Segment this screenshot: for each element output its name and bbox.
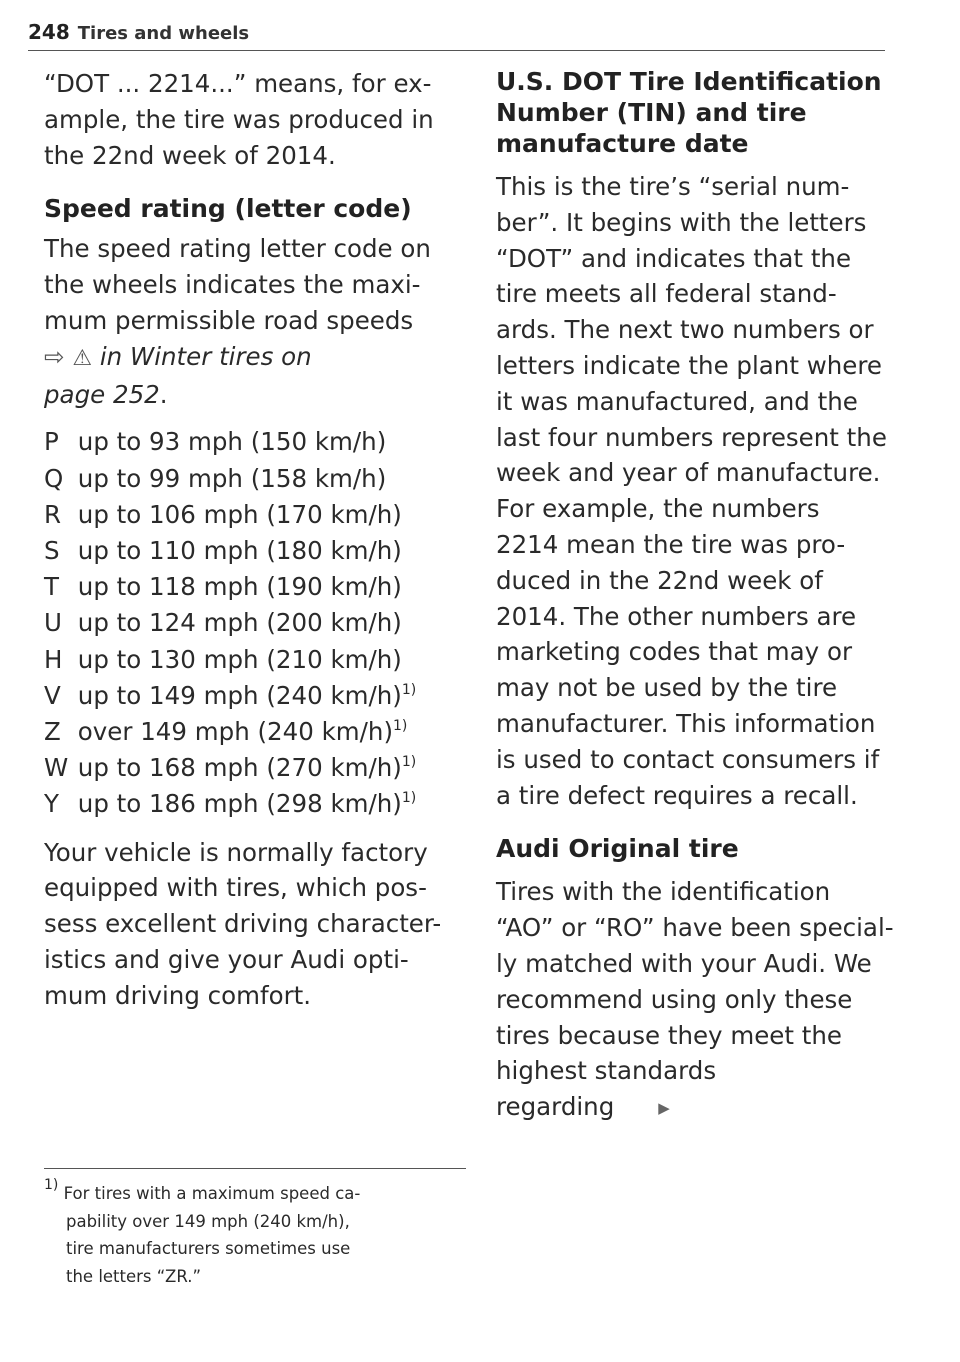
page-number: 248 — [28, 20, 70, 44]
speed-rating-row — [44, 461, 474, 497]
footnote-line: $^{1)}$ For tires with a maximum speed ca- — [44, 1177, 361, 1203]
speed-code: T — [44, 572, 59, 602]
page-header — [28, 20, 885, 51]
cross-reference-link[interactable]: in Winter tires on — [92, 341, 312, 371]
speed-code: P — [44, 427, 59, 457]
continue-arrow-icon: ▶ — [658, 1099, 670, 1118]
speed-code: Y — [44, 789, 59, 819]
footnote-ref: 1) — [401, 790, 417, 807]
speed-value: up to 110 mph (180 km/h) — [77, 535, 402, 565]
speed-value: up to 118 mph (190 km/h) — [77, 572, 402, 602]
section-title: Tires and wheels — [77, 23, 250, 44]
tin-paragraph — [496, 169, 896, 813]
text-line: duced in the 22nd week of — [496, 565, 823, 595]
text-line: it was manufactured, and the — [496, 386, 858, 416]
footnote-marker: 1) — [44, 1177, 59, 1193]
footnote-ref: 1) — [401, 681, 417, 698]
footnote-line: tire manufacturers sometimes use — [66, 1239, 351, 1258]
text-line: 2214 mean the tire was pro- — [496, 529, 846, 559]
text-line: recommend using only these — [496, 984, 853, 1014]
speed-value: up to 149 mph (240 km/h) — [77, 680, 402, 710]
text-line: “AO” or “RO” have been special- — [496, 913, 894, 943]
text-line: last four numbers represent the — [496, 422, 887, 452]
right-column — [496, 66, 896, 1127]
speed-rating-list — [44, 424, 474, 822]
text-line: week and year of manufacture. — [496, 458, 881, 488]
footnote-ref: 1) — [393, 718, 408, 734]
speed-value: up to 124 mph (200 km/h) — [77, 608, 402, 638]
speed-rating-intro: The speed rating letter code on the wheels indicates the maxi- mum permissible road speeds ⇨ ⚠ in Winter tires on page 252. — [44, 234, 431, 409]
speed-rating-row — [44, 569, 474, 605]
speed-value: up to 186 mph (298 km/h) — [77, 789, 402, 819]
warning-triangle-icon: ⚠ — [72, 345, 93, 371]
speed-rating-row — [44, 497, 474, 533]
text-line: ample, the tire was produced in — [44, 104, 434, 134]
speed-rating-row — [44, 750, 474, 786]
text-line: sess excellent driving character- — [44, 909, 442, 939]
text-line: the 22nd week of 2014. — [44, 140, 336, 170]
text-line: For example, the numbers — [496, 494, 820, 524]
footnote — [44, 1177, 464, 1290]
speed-value: up to 106 mph (170 km/h) — [77, 499, 402, 529]
text-line: the wheels indicates the maxi- — [44, 270, 421, 300]
text-line: mum driving comfort. — [44, 980, 312, 1010]
text-line: ber”. It begins with the letters — [496, 207, 867, 237]
factory-tires-paragraph — [44, 835, 474, 1014]
speed-rating-row — [44, 605, 474, 641]
speed-rating-row — [44, 714, 474, 750]
text-line: ards. The next two numbers or — [496, 315, 874, 345]
text-line: is used to contact consumers if — [496, 744, 880, 774]
speed-code: U — [44, 608, 62, 638]
cross-reference-page[interactable]: page 252 — [44, 379, 160, 409]
speed-code: R — [44, 499, 62, 529]
text-line: Your vehicle is normally factory — [44, 837, 428, 867]
audi-original-heading: Audi Original tire — [496, 834, 739, 864]
speed-code: W — [44, 753, 69, 783]
text-line: letters indicate the plant where — [496, 350, 882, 380]
speed-value: up to 93 mph (150 km/h) — [77, 427, 387, 457]
text-line: Tires with the identification — [496, 877, 831, 907]
speed-code: Z — [44, 717, 61, 746]
text-line: tires because they meet the — [496, 1020, 842, 1050]
footnote-line: the letters “ZR.” — [66, 1266, 202, 1286]
text-line: tire meets all federal stand- — [496, 279, 837, 309]
speed-value: up to 168 mph (270 km/h) — [77, 753, 402, 783]
footnote-divider — [44, 1168, 466, 1169]
text-line: ly matched with your Audi. We — [496, 948, 872, 978]
text-line: may not be used by the tire — [496, 673, 838, 703]
speed-code: S — [44, 535, 60, 565]
tin-heading: U.S. DOT Tire Identification Number (TIN) and tire manufacture date — [496, 67, 882, 158]
speed-value: up to 99 mph (158 km/h) — [77, 463, 387, 493]
speed-rating-row — [44, 678, 474, 714]
speed-value: over 149 mph (240 km/h) — [77, 717, 394, 746]
text-line: marketing codes that may or — [496, 637, 853, 667]
speed-code: H — [44, 644, 63, 674]
text-line: 2014. The other numbers are — [496, 601, 857, 631]
speed-rating-row — [44, 424, 474, 460]
left-column — [44, 66, 474, 1014]
intro-paragraph — [44, 66, 474, 173]
speed-rating-row — [44, 786, 474, 822]
text-line: “DOT” and indicates that the — [496, 243, 852, 273]
text-line: equipped with tires, which pos- — [44, 873, 427, 903]
text-line: a tire defect requires a recall. — [496, 780, 858, 810]
text-line: The speed rating letter code on — [44, 234, 431, 264]
speed-code: V — [44, 680, 61, 710]
speed-rating-row — [44, 642, 474, 678]
cross-reference-arrow-icon: ⇨ — [44, 341, 65, 371]
audi-original-paragraph — [496, 874, 896, 1127]
footnote-line: pability over 149 mph (240 km/h), — [66, 1211, 350, 1231]
speed-value: up to 130 mph (210 km/h) — [77, 644, 402, 674]
speed-code: Q — [44, 463, 64, 493]
text-line: highest standards regarding — [496, 1056, 717, 1122]
footnote-ref: 1) — [401, 754, 417, 771]
text-line: istics and give your Audi opti- — [44, 945, 409, 974]
text-line: “DOT ... 2214...” means, for ex- — [44, 69, 432, 98]
text-line: manufacturer. This information — [496, 708, 876, 738]
text-line: This is the tire’s “serial num- — [496, 172, 850, 201]
speed-rating-row — [44, 533, 474, 569]
text-line: mum permissible road speeds — [44, 305, 414, 335]
speed-rating-heading: Speed rating (letter code) — [44, 194, 412, 224]
